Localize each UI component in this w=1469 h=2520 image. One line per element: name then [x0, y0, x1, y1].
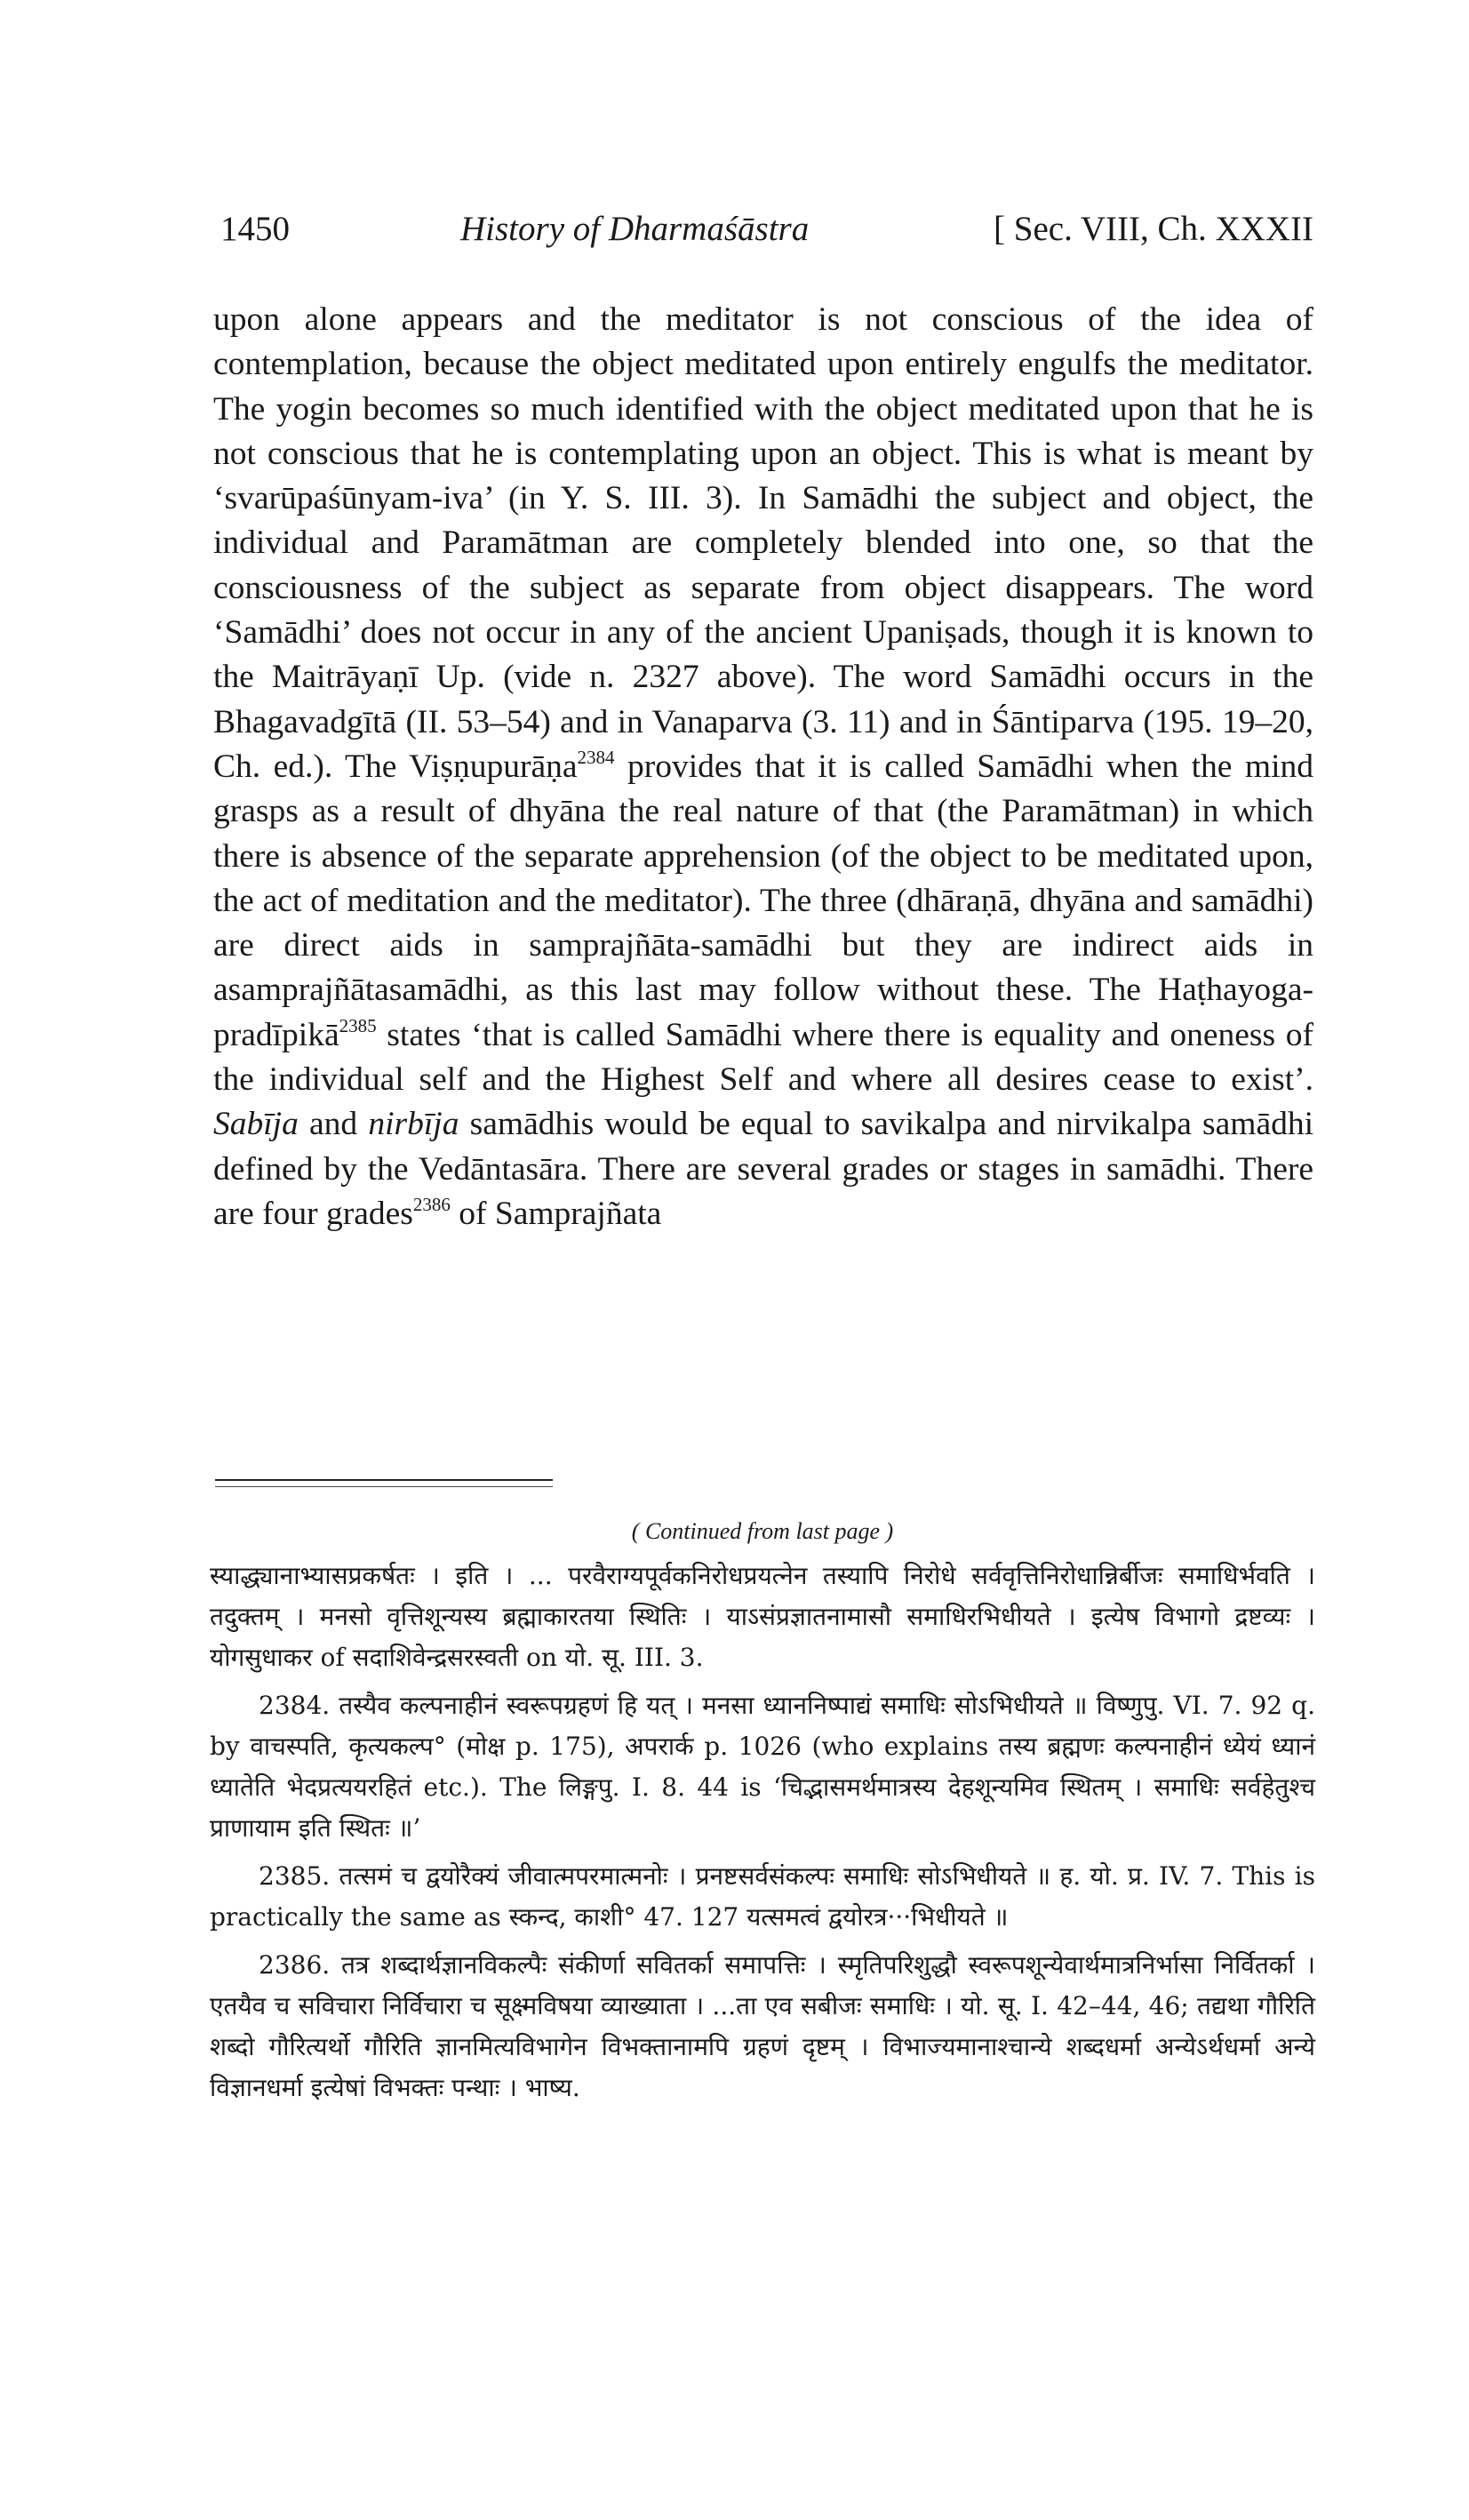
footnote-ref-2386: 2386	[412, 1193, 451, 1215]
text-run: samādhis would be equal to savikalpa and nirvikalpa samādhi defined by the Vedāntasāra. There are several grades or stages in samādhi. There are four grades	[213, 1106, 1314, 1232]
footnote-2386: 2386. तत्र शब्दार्थज्ञानविकल्पैः संकीर्णा सवितर्का समापत्तिः । स्मृतिपरिशुद्धौ स्वरूपशून्येवार्थमात्रनिर्भासा निर्वितर्का । एतयैव च सविचारा निर्विचारा च सूक्ष्मविषया व्याख्याता । ...ता एव सबीजः समाधिः । यो. सू. I. 42–44, 46; तद्यथा गौरिति शब्दो गौरित्यर्थो गौरिति ज्ञानमित्यविभागेन विभक्तानामपि ग्रहणं दृष्टम् । विभाज्यमानाश्चान्ये शब्दधर्मा अन्येऽर्थधर्मा अन्ये विज्ञानधर्मा इत्येषां विभक्तः पन्थाः । भाष्य.	[210, 1950, 1315, 2102]
book-title: History of Dharmaśāstra	[460, 210, 810, 248]
text-run: of Samprajñata	[450, 1195, 662, 1232]
footnote-ref-2384: 2384	[577, 746, 615, 768]
body-paragraph	[213, 298, 1313, 1236]
term-nirbija: nirbīja	[368, 1106, 459, 1143]
footnote-2384: 2384. तस्यैव कल्पनाहीनं स्वरूपग्रहणं हि यत् । मनसा ध्याननिष्पाद्यं समाधिः सोऽभिधीयते ॥ विष्णुपु. VI. 7. 92 q. by वाचस्पति, कृत्यकल्प° (मोक्ष p. 175), अपरार्क p. 1026 (who explains तस्य ब्रह्मणः कल्पनाहीनं ध्येयं ध्यानं ध्यातेति भेदप्रत्ययरहितं etc.). The लिङ्गपु. I. 8. 44 is ‘चिद्भासमर्थमात्रस्य देहशून्यमिव स्थितम् । समाधिः सर्वहेतुश्च प्राणायाम इति स्थितः ॥’	[210, 1691, 1315, 1843]
running-header	[220, 209, 1313, 262]
text-run: and	[298, 1106, 369, 1143]
page-number: 1450	[220, 210, 290, 248]
footnotes	[210, 1511, 1315, 2116]
footnote-continued: स्याद्ध्यानाभ्यासप्रकर्षतः । इति । ... परवैराग्यपूर्वकनिरोधप्रयत्नेन तस्यापि निरोधे सर्ववृत्तिनिरोधान्निर्बीजः समाधिर्भवति । तदुक्तम् । मनसो वृत्तिशून्यस्य ब्रह्माकारतया स्थितिः । याऽसंप्रज्ञातनामासौ समाधिरभिधीयते । इत्येष विभागो द्रष्टव्यः । योगसुधाकर of सदाशिवेन्द्रसरस्वती on यो. सू. III. 3.	[210, 1561, 1315, 1672]
term-sabija: Sabīja	[213, 1106, 299, 1143]
text-run: upon alone appears and the meditator is not conscious of the idea of contemplation, because the object meditated upon entirely engulfs the meditator. The yogin becomes so much identified with the object meditated upon that he is not conscious that he is contemplating upon an object. This is what is meant by ‘svarūpaśūnyam-iva’ (in Y. S. III. 3). In Samādhi the subject and object, the individual and Paramātman are completely blended into one, so that the consciousness of the subject as separate from object disappears. The word ‘Samādhi’ does not occur in any of the ancient Upaniṣads, though it is known to the Maitrāyaṇī Up. (vide n. 2327 above). The word Samādhi occurs in the Bhagavadgītā (II. 53–54) and in Vanaparva (3. 11) and in Śāntiparva (195. 19–20, Ch. ed.). The Viṣṇupurāṇa	[213, 301, 1313, 785]
text-run: provides that it is called Samādhi when the mind grasps as a result of dhyāna the real nature of that (the Paramātman) in which there is absence of the separate apprehension (of the object to be meditated upon, the act of meditation and the meditator). The three (dhāraṇā, dhyāna and samādhi) are direct aids in samprajñāta-samādhi but they are indirect aids in asamprajñātasamādhi, as this last may follow without these. The Haṭhayoga-pradīpikā	[213, 748, 1313, 1053]
text-run: states ‘that is called Samādhi where there is equality and oneness of the individual self and the Highest Self and where all desires cease to exist’.	[213, 1016, 1313, 1099]
footnote-ref-2385: 2385	[339, 1014, 377, 1036]
footnote-2385: 2385. तत्समं च द्वयोरैक्यं जीवात्मपरमात्मनोः । प्रनष्टसर्वसंकल्पः समाधिः सोऽभिधीयते ॥ ह. यो. प्र. IV. 7. This is practically the same as स्कन्द, काशी° 47. 127 यत्समत्वं द्वयोरत्र···भिधीयते ॥	[210, 1861, 1315, 1932]
main-text	[213, 298, 1313, 1236]
footnote-divider-thin	[215, 1486, 553, 1487]
footnote-divider	[215, 1479, 553, 1481]
section-label: [ Sec. VIII, Ch. XXXII	[994, 210, 1313, 248]
continued-label: ( Continued from last page )	[631, 1518, 894, 1544]
